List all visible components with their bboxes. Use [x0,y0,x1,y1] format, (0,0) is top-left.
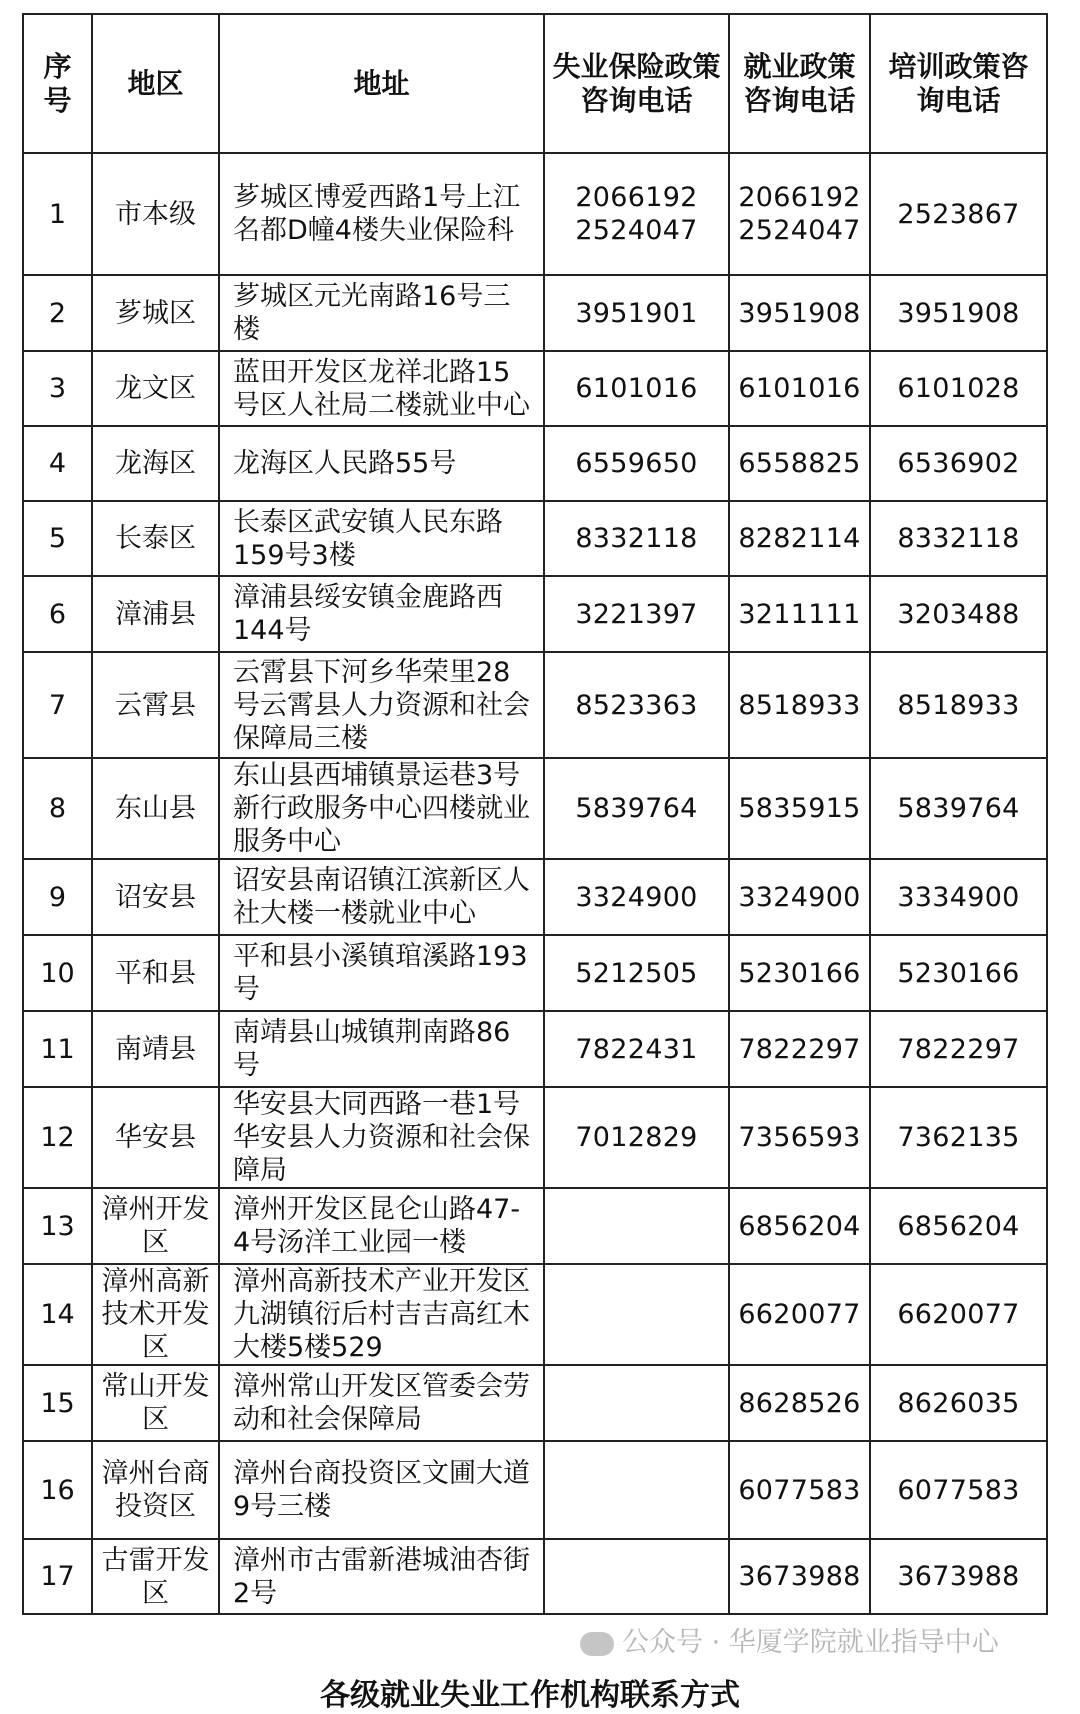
cell-region: 平和县 [92,935,219,1011]
header-row [23,14,1047,153]
cell-region: 常山开发区 [92,1365,219,1441]
table-row [23,758,1047,859]
cell-training-phone: 3334900 [870,859,1047,935]
table-row [23,652,1047,758]
cell-unemployment-phone: 5839764 [544,758,729,859]
cell-index: 6 [23,576,92,652]
cell-training-phone: 7362135 [870,1087,1047,1188]
cell-region: 龙海区 [92,426,219,501]
cell-address: 漳浦县绥安镇金鹿路西144号 [219,576,544,652]
cell-employment-phone: 6077583 [729,1441,870,1539]
cell-region: 市本级 [92,153,219,275]
cell-training-phone: 5839764 [870,758,1047,859]
cell-address: 南靖县山城镇荆南路86号 [219,1011,544,1087]
cell-address: 东山县西埔镇景运巷3号新行政服务中心四楼就业服务中心 [219,758,544,859]
cell-region: 漳浦县 [92,576,219,652]
table-row [23,1539,1047,1614]
cell-region: 漳州开发区 [92,1188,219,1264]
cell-address: 龙海区人民路55号 [219,426,544,501]
header-region: 地区 [92,14,219,153]
cell-address: 诏安县南诏镇江滨新区人社大楼一楼就业中心 [219,859,544,935]
cell-index: 15 [23,1365,92,1441]
cell-address: 漳州开发区昆仑山路47-4号汤洋工业园一楼 [219,1188,544,1264]
cell-training-phone: 6620077 [870,1264,1047,1365]
cell-address: 蓝田开发区龙祥北路15号区人社局二楼就业中心 [219,351,544,426]
cell-employment-phone: 6620077 [729,1264,870,1365]
cell-employment-phone: 8518933 [729,652,870,758]
cell-address: 长泰区武安镇人民东路159号3楼 [219,501,544,576]
cell-training-phone: 6856204 [870,1188,1047,1264]
table-row [23,1188,1047,1264]
table-row [23,1011,1047,1087]
cell-address: 平和县小溪镇琯溪路193号 [219,935,544,1011]
cell-unemployment-phone: 6101016 [544,351,729,426]
cell-employment-phone: 8282114 [729,501,870,576]
cell-index: 8 [23,758,92,859]
table-row [23,1441,1047,1539]
header-employment-phone: 就业政策咨询电话 [729,14,870,153]
cell-index: 5 [23,501,92,576]
footer-title: 各级就业失业工作机构联系方式 [320,1678,740,1713]
table-row [23,426,1047,501]
cell-employment-phone: 6558825 [729,426,870,501]
cell-address: 云霄县下河乡华荣里28号云霄县人力资源和社会保障局三楼 [219,652,544,758]
cell-unemployment-phone: 6559650 [544,426,729,501]
wechat-icon [580,1632,614,1656]
cell-index: 12 [23,1087,92,1188]
contact-table [22,13,1048,1615]
cell-training-phone: 6077583 [870,1441,1047,1539]
cell-training-phone: 3673988 [870,1539,1047,1614]
cell-index: 11 [23,1011,92,1087]
cell-index: 9 [23,859,92,935]
cell-region: 芗城区 [92,275,219,351]
cell-training-phone: 7822297 [870,1011,1047,1087]
cell-employment-phone: 3951908 [729,275,870,351]
cell-employment-phone: 7822297 [729,1011,870,1087]
header-index: 序号 [23,14,92,153]
cell-region: 龙文区 [92,351,219,426]
cell-employment-phone: 5230166 [729,935,870,1011]
cell-unemployment-phone: 2066192 2524047 [544,153,729,275]
cell-employment-phone: 2066192 2524047 [729,153,870,275]
cell-address: 漳州高新技术产业开发区九湖镇衍后村吉吉高红木大楼5楼529 [219,1264,544,1365]
table-row [23,501,1047,576]
cell-unemployment-phone [544,1539,729,1614]
cell-training-phone: 8332118 [870,501,1047,576]
cell-unemployment-phone [544,1264,729,1365]
cell-unemployment-phone: 8523363 [544,652,729,758]
cell-training-phone: 5230166 [870,935,1047,1011]
cell-region: 东山县 [92,758,219,859]
cell-index: 13 [23,1188,92,1264]
cell-training-phone: 6536902 [870,426,1047,501]
cell-unemployment-phone [544,1188,729,1264]
cell-unemployment-phone: 8332118 [544,501,729,576]
cell-employment-phone: 3211111 [729,576,870,652]
cell-address: 华安县大同西路一巷1号华安县人力资源和社会保障局 [219,1087,544,1188]
cell-region: 漳州高新技术开发区 [92,1264,219,1365]
table-row [23,1087,1047,1188]
cell-region: 古雷开发区 [92,1539,219,1614]
cell-employment-phone: 6856204 [729,1188,870,1264]
cell-index: 14 [23,1264,92,1365]
cell-unemployment-phone: 3221397 [544,576,729,652]
cell-training-phone: 8518933 [870,652,1047,758]
cell-address: 漳州常山开发区管委会劳动和社会保障局 [219,1365,544,1441]
cell-training-phone: 3203488 [870,576,1047,652]
cell-region: 长泰区 [92,501,219,576]
cell-address: 漳州台商投资区文圃大道9号三楼 [219,1441,544,1539]
cell-index: 4 [23,426,92,501]
cell-training-phone: 8626035 [870,1365,1047,1441]
cell-address: 芗城区博爱西路1号上江名都D幢4楼失业保险科 [219,153,544,275]
cell-unemployment-phone: 3951901 [544,275,729,351]
cell-unemployment-phone: 7012829 [544,1087,729,1188]
cell-unemployment-phone: 3324900 [544,859,729,935]
table-row [23,1264,1047,1365]
cell-index: 1 [23,153,92,275]
watermark-text: 公众号 · 华厦学院就业指导中心 [622,1627,999,1658]
cell-index: 3 [23,351,92,426]
table-row [23,351,1047,426]
table-row [23,859,1047,935]
cell-region: 南靖县 [92,1011,219,1087]
cell-address: 芗城区元光南路16号三楼 [219,275,544,351]
cell-unemployment-phone [544,1441,729,1539]
cell-index: 7 [23,652,92,758]
cell-region: 诏安县 [92,859,219,935]
table-row [23,275,1047,351]
cell-unemployment-phone: 5212505 [544,935,729,1011]
cell-unemployment-phone [544,1365,729,1441]
cell-training-phone: 2523867 [870,153,1047,275]
table-row [23,153,1047,275]
header-training-phone: 培训政策咨询电话 [870,14,1047,153]
cell-index: 2 [23,275,92,351]
cell-employment-phone: 5835915 [729,758,870,859]
table-row [23,935,1047,1011]
cell-region: 华安县 [92,1087,219,1188]
header-address: 地址 [219,14,544,153]
cell-employment-phone: 3324900 [729,859,870,935]
cell-region: 漳州台商投资区 [92,1441,219,1539]
table-row [23,1365,1047,1441]
cell-training-phone: 6101028 [870,351,1047,426]
cell-employment-phone: 7356593 [729,1087,870,1188]
cell-address: 漳州市古雷新港城油杏街2号 [219,1539,544,1614]
cell-training-phone: 3951908 [870,275,1047,351]
cell-employment-phone: 6101016 [729,351,870,426]
cell-region: 云霄县 [92,652,219,758]
cell-unemployment-phone: 7822431 [544,1011,729,1087]
cell-index: 16 [23,1441,92,1539]
table-row [23,576,1047,652]
header-unemployment-phone: 失业保险政策咨询电话 [544,14,729,153]
cell-index: 10 [23,935,92,1011]
watermark [580,1620,999,1659]
cell-index: 17 [23,1539,92,1614]
cell-employment-phone: 8628526 [729,1365,870,1441]
cell-employment-phone: 3673988 [729,1539,870,1614]
